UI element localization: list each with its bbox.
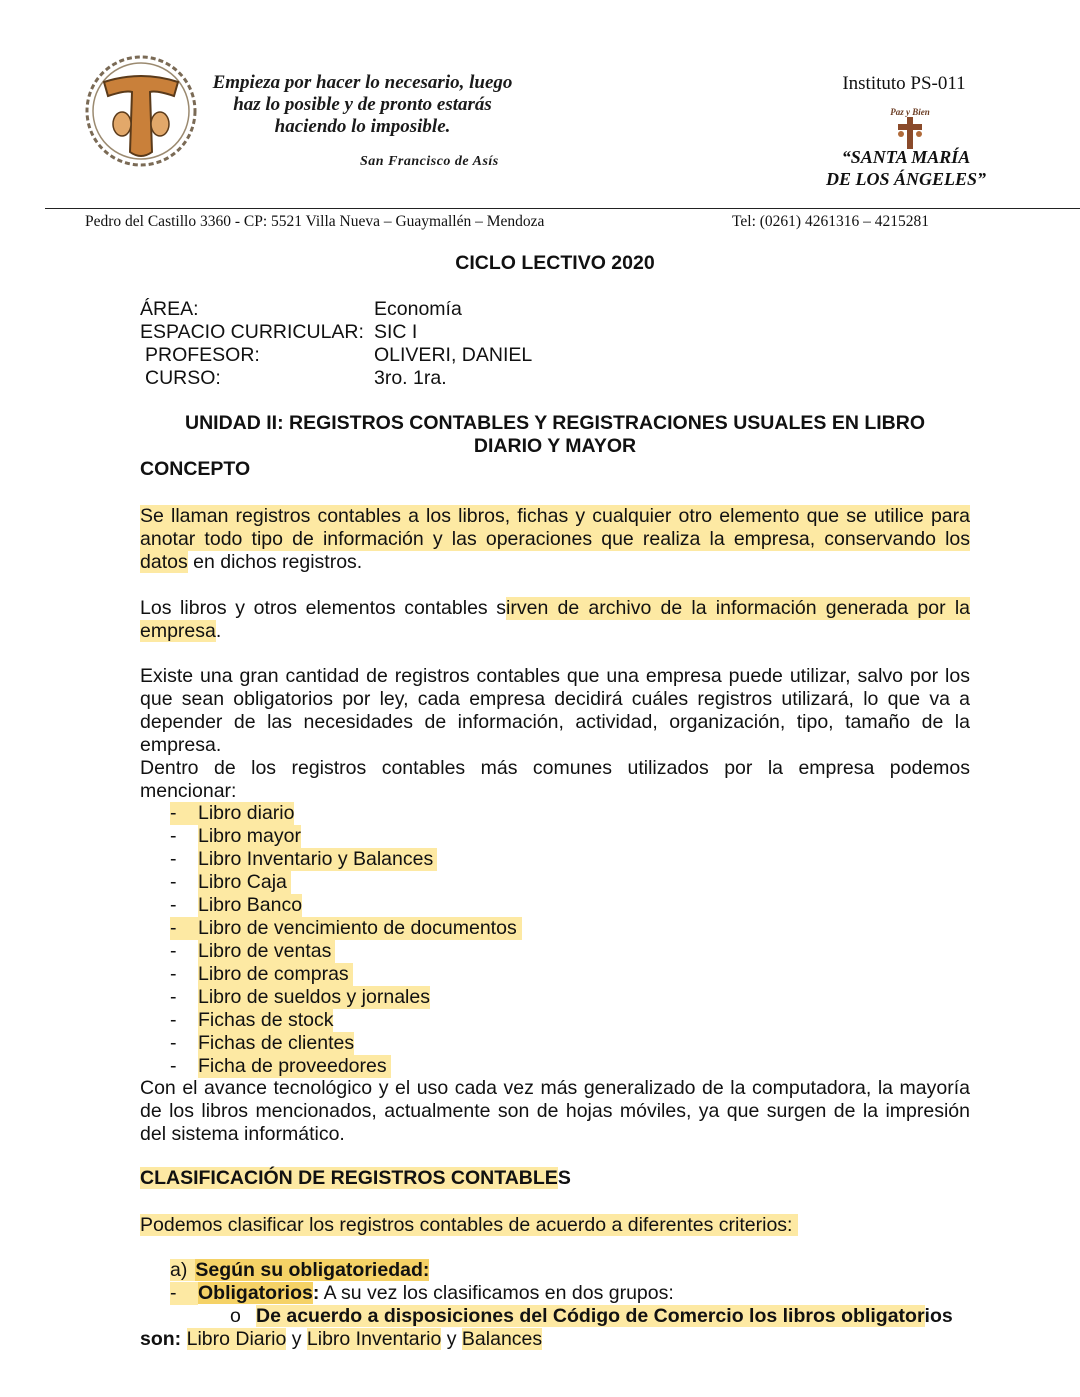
list-item-text: Libro Banco bbox=[198, 894, 303, 916]
sub-item-codigo bbox=[230, 1305, 953, 1328]
list-dash: - bbox=[170, 940, 177, 962]
text-run: Se llaman registros contables a los libros, fichas y cualquier otro elemento que se utilice para bbox=[140, 505, 970, 527]
obligatorios-item bbox=[170, 1282, 674, 1305]
paragraph-line bbox=[140, 620, 970, 643]
school-phone: Tel: (0261) 4261316 – 4215281 bbox=[732, 213, 929, 230]
text-run: Dentro de los registros contables más comunes utilizados por la empresa podemos bbox=[140, 757, 970, 779]
list-item-text: Libro de sueldos y jornales bbox=[198, 986, 430, 1008]
list-dash: - bbox=[170, 848, 177, 870]
list-dash: - bbox=[170, 871, 177, 893]
list-marker: a) bbox=[170, 1259, 195, 1281]
text-run: Los libros y otros elementos contables s bbox=[140, 597, 507, 619]
concepto-heading: CONCEPTO bbox=[140, 458, 251, 480]
area-label: ÁREA: bbox=[140, 298, 199, 320]
text-run: anotar todo tipo de información y las operaciones que realiza la empresa, conservando los bbox=[140, 528, 970, 550]
bullet-marker: o bbox=[230, 1305, 241, 1327]
paragraph-archive bbox=[140, 597, 970, 643]
ciclo-title: CICLO LECTIVO 2020 bbox=[455, 252, 655, 274]
text-run: empresa. bbox=[140, 734, 222, 756]
paragraph-line bbox=[140, 734, 970, 757]
list-item bbox=[170, 917, 770, 940]
espacio-label: ESPACIO CURRICULAR: bbox=[140, 321, 364, 343]
quote-line: haciendo lo imposible. bbox=[274, 116, 451, 137]
unit-title-line: DIARIO Y MAYOR bbox=[473, 435, 637, 457]
list-dash: - bbox=[170, 1009, 177, 1031]
school-address: Pedro del Castillo 3360 - CP: 5521 Villa Nueva – Guaymallén – Mendoza bbox=[85, 213, 545, 230]
list-item-text: Libro Inventario y Balances bbox=[198, 848, 437, 871]
text-run: ios bbox=[924, 1305, 953, 1327]
list-item bbox=[170, 986, 770, 1009]
curso-label: CURSO: bbox=[145, 367, 221, 389]
paragraph-line bbox=[140, 757, 970, 780]
highlighted-run: Libro Diario bbox=[186, 1328, 287, 1350]
espacio-value: SIC I bbox=[374, 321, 418, 343]
text-run: que sean obligatorios por ley, cada empresa decidirá cuáles registros utilizará, lo que va a bbox=[140, 688, 970, 710]
list-item bbox=[170, 1032, 770, 1055]
list-item-text: Fichas de stock bbox=[198, 1009, 334, 1031]
curso-value: 3ro. 1ra. bbox=[374, 367, 447, 389]
paragraph-line bbox=[140, 1100, 970, 1123]
school-line: “SANTA MARÍA bbox=[841, 147, 971, 167]
paragraph-line bbox=[140, 711, 970, 734]
list-item-text: Libro Caja bbox=[198, 871, 291, 894]
highlighted-run: irven de archivo de la información generada por la bbox=[506, 597, 970, 619]
libros-obligatorios-line bbox=[140, 1328, 542, 1351]
list-item bbox=[170, 940, 770, 963]
paragraph-line bbox=[140, 551, 970, 574]
highlighted-run: datos bbox=[140, 551, 188, 573]
paragraph-variety bbox=[140, 665, 970, 803]
list-item bbox=[170, 871, 770, 894]
list-item-text: Fichas de clientes bbox=[198, 1032, 355, 1054]
list-item bbox=[170, 825, 770, 848]
profesor-value: OLIVERI, DANIEL bbox=[374, 344, 533, 366]
school-line: DE LOS ÁNGELES” bbox=[825, 169, 987, 189]
school-name bbox=[808, 146, 1004, 190]
list-item bbox=[170, 848, 770, 871]
paragraph-technology bbox=[140, 1077, 970, 1146]
list-dash: - bbox=[170, 986, 177, 1008]
list-dash: - bbox=[170, 1282, 198, 1305]
list-item-text: Libro mayor bbox=[198, 825, 301, 847]
highlighted-run: empresa bbox=[140, 620, 216, 642]
highlighted-run: Libro Inventario bbox=[306, 1328, 442, 1350]
text-run: S bbox=[557, 1167, 571, 1189]
list-dash: - bbox=[170, 1055, 177, 1077]
paragraph-line bbox=[140, 505, 970, 528]
list-item bbox=[170, 1009, 770, 1032]
unit-title-line: UNIDAD II: REGISTROS CONTABLES Y REGISTRACIONES USUALES EN LIBRO bbox=[185, 412, 925, 434]
list-item bbox=[170, 894, 770, 917]
list-item bbox=[170, 802, 770, 825]
text-run: y bbox=[441, 1328, 462, 1350]
list-item-text: Libro diario bbox=[198, 802, 295, 824]
text-run: Con el avance tecnológico y el uso cada vez más generalizado de la computadora, la mayoría bbox=[140, 1077, 970, 1099]
text-run: A su vez los clasificamos en dos grupos: bbox=[319, 1282, 674, 1304]
quote-author: San Francisco de Asís bbox=[360, 154, 499, 169]
paragraph-line bbox=[140, 1077, 970, 1100]
saint-quote bbox=[190, 72, 535, 138]
institute-code: Instituto PS-011 bbox=[842, 73, 966, 94]
profesor-label: PROFESOR: bbox=[145, 344, 260, 366]
franciscan-tau-logo bbox=[82, 52, 200, 170]
paragraph-line bbox=[140, 528, 970, 551]
list-item-text: Libro de compras bbox=[198, 963, 353, 986]
highlighted-run: Balances bbox=[461, 1328, 543, 1350]
list-dash: - bbox=[170, 963, 177, 985]
text-run: en dichos registros. bbox=[187, 551, 363, 573]
list-dash: - bbox=[170, 825, 177, 847]
quote-line: haz lo posible y de pronto estarás bbox=[233, 94, 492, 115]
paragraph-line bbox=[140, 597, 970, 620]
registros-list bbox=[170, 802, 770, 1078]
highlighted-run: Obligatorios bbox=[198, 1282, 313, 1304]
highlighted-run: Podemos clasificar los registros contables de acuerdo a diferentes criterios: bbox=[140, 1214, 798, 1236]
text-run: : bbox=[312, 1282, 320, 1304]
text-run: Existe una gran cantidad de registros contables que una empresa puede utilizar, salvo por los bbox=[140, 665, 970, 687]
highlighted-run: Según su obligatoriedad: bbox=[195, 1259, 430, 1281]
paragraph-line bbox=[140, 1123, 970, 1146]
text-run: son: bbox=[140, 1328, 182, 1350]
list-dash: - bbox=[170, 802, 198, 825]
list-dash: - bbox=[170, 1032, 177, 1054]
paragraph-line bbox=[140, 688, 970, 711]
text-run: . bbox=[215, 620, 222, 642]
quote-line: Empieza por hacer lo necesario, luego bbox=[212, 72, 513, 93]
highlighted-run: De acuerdo a disposiciones del Código de Comercio los libros obligator bbox=[256, 1305, 925, 1327]
text-run: de los libros mencionados, actualmente son de hojas móviles, ya que surgen de la impresión bbox=[140, 1100, 970, 1122]
list-dash: - bbox=[170, 894, 177, 916]
highlighted-run: CLASIFICACIÓN DE REGISTROS CONTABLE bbox=[140, 1167, 558, 1189]
clasificacion-intro bbox=[140, 1214, 798, 1237]
clasificacion-heading bbox=[140, 1167, 571, 1190]
text-run: depender de las necesidades de información, actividad, organización, tipo, tamaño de la bbox=[140, 711, 970, 733]
list-item bbox=[170, 963, 770, 986]
unit-title bbox=[140, 412, 970, 458]
criterio-a bbox=[170, 1259, 429, 1282]
emblem-text: Paz y Bien bbox=[890, 107, 930, 117]
list-item-text: Libro de ventas bbox=[198, 940, 335, 963]
paragraph-definition bbox=[140, 505, 970, 574]
text-run: mencionar: bbox=[140, 780, 237, 802]
list-dash: - bbox=[170, 917, 198, 940]
list-item-text: Ficha de proveedores bbox=[198, 1055, 391, 1078]
text-run: y bbox=[286, 1328, 307, 1350]
area-value: Economía bbox=[374, 298, 462, 320]
paragraph-line bbox=[140, 665, 970, 688]
header-rule bbox=[45, 208, 1080, 209]
text-run: del sistema informático. bbox=[140, 1123, 345, 1145]
list-item bbox=[170, 1055, 770, 1078]
list-item-text: Libro de vencimiento de documentos bbox=[198, 917, 522, 940]
paragraph-line bbox=[140, 780, 970, 803]
paz-y-bien-emblem bbox=[884, 104, 936, 152]
